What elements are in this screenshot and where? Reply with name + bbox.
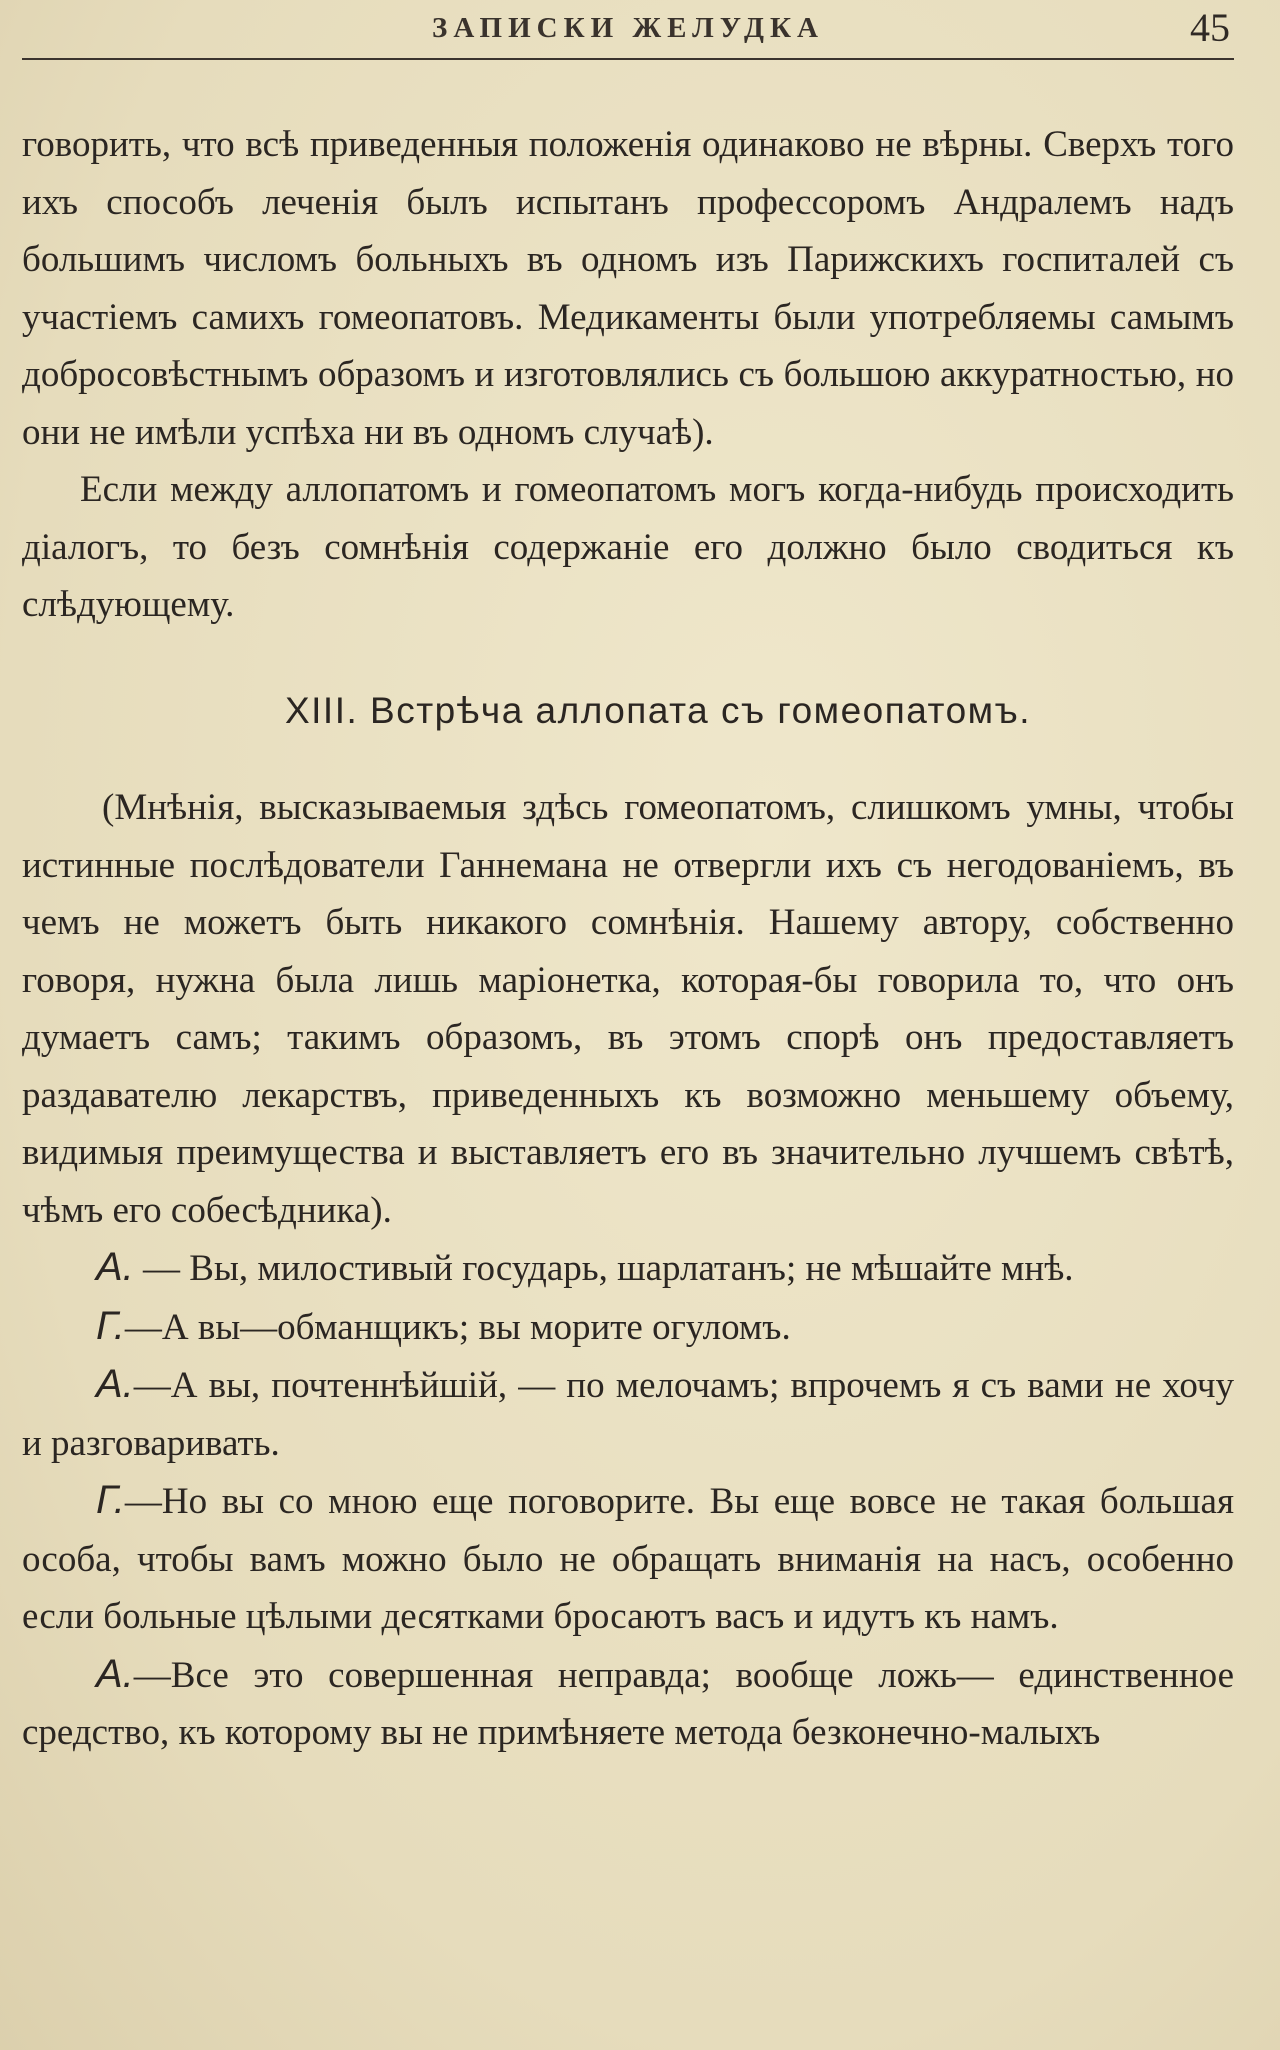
dialogue-text: — Вы, милостивый государь, шарлатанъ; не мѣшайте мнѣ.: [133, 1248, 1074, 1289]
running-title: ЗАПИСКИ ЖЕЛУДКА: [432, 12, 824, 44]
section-heading: XIII. Встрѣча аллопата съ гомеопатомъ.: [284, 689, 1032, 731]
page-body: [22, 116, 1234, 1762]
dialogue-line: [22, 1472, 1234, 1646]
dialogue-text: —Все это совершенная неправда; вообще ложь— единственное средство, къ которому вы не примѣняете метода безконечно-малыхъ: [22, 1654, 1234, 1753]
dialogue-line: [22, 1239, 1234, 1298]
paragraph: Если между аллопатомъ и гомеопатомъ могъ когда-нибудь происходить діалогъ, то безъ сомнѣнія содержаніе его должно было сводиться къ слѣдующему.: [22, 469, 1234, 625]
speaker-label: А.: [96, 1362, 134, 1406]
paragraph-continued: говорить, что всѣ приведенныя положенія одинаково не вѣрны. Сверхъ того ихъ способъ леченія былъ испытанъ профессоромъ Андралемъ надъ большимъ числомъ больныхъ въ одномъ изъ Парижскихъ госпиталей съ участіемъ самихъ гомеопатовъ. Медикаменты были употребляемы самымъ добросовѣстнымъ образомъ и изготовлялись съ большою аккуратностью, но они не имѣли успѣха ни въ одномъ случаѣ).: [22, 124, 1234, 453]
editorial-note: (Мнѣнія, высказываемыя здѣсь гомеопатомъ, слишкомъ умны, чтобы истинные послѣдователи Ганнемана не отвергли ихъ съ негодованіемъ, въ чемъ не можетъ быть никакого сомнѣнія. Нашему автору, собственно говоря, нужна была лишь маріонетка, которая-бы говорила то, что онъ думаетъ самъ; такимъ образомъ, въ этомъ спорѣ онъ предоставляетъ раздавателю лекарствъ, приведенныхъ къ возможно меньшему объему, видимыя преимущества и выставляетъ его въ значительно лучшемъ свѣтѣ, чѣмъ его собесѣдника).: [22, 787, 1234, 1231]
speaker-label: А.: [96, 1651, 134, 1696]
book-page: [22, 0, 1234, 1762]
page-number: 45: [1190, 5, 1230, 50]
dialogue-line: [22, 1646, 1234, 1762]
dialogue-text: —Но вы со мною еще поговорите. Вы еще вовсе не такая большая особа, чтобы вамъ можно было не обращать вниманія на насъ, особенно если больные цѣлыми десятками бросаютъ васъ и идутъ къ намъ.: [22, 1481, 1234, 1637]
header-rule: [22, 58, 1234, 60]
dialogue-line: [22, 1298, 1234, 1357]
dialogue-text: —А вы, почтеннѣйшій, — по мелочамъ; впрочемъ я съ вами не хочу и разговаривать.: [22, 1365, 1234, 1464]
running-header: [22, 0, 1234, 64]
speaker-label: А.: [96, 1245, 134, 1289]
dialogue-text: —А вы—обманщикъ; вы морите огуломъ.: [124, 1306, 791, 1348]
dialogue-line: [22, 1356, 1234, 1472]
speaker-label: Г.: [96, 1478, 125, 1522]
speaker-label: Г.: [96, 1303, 125, 1348]
